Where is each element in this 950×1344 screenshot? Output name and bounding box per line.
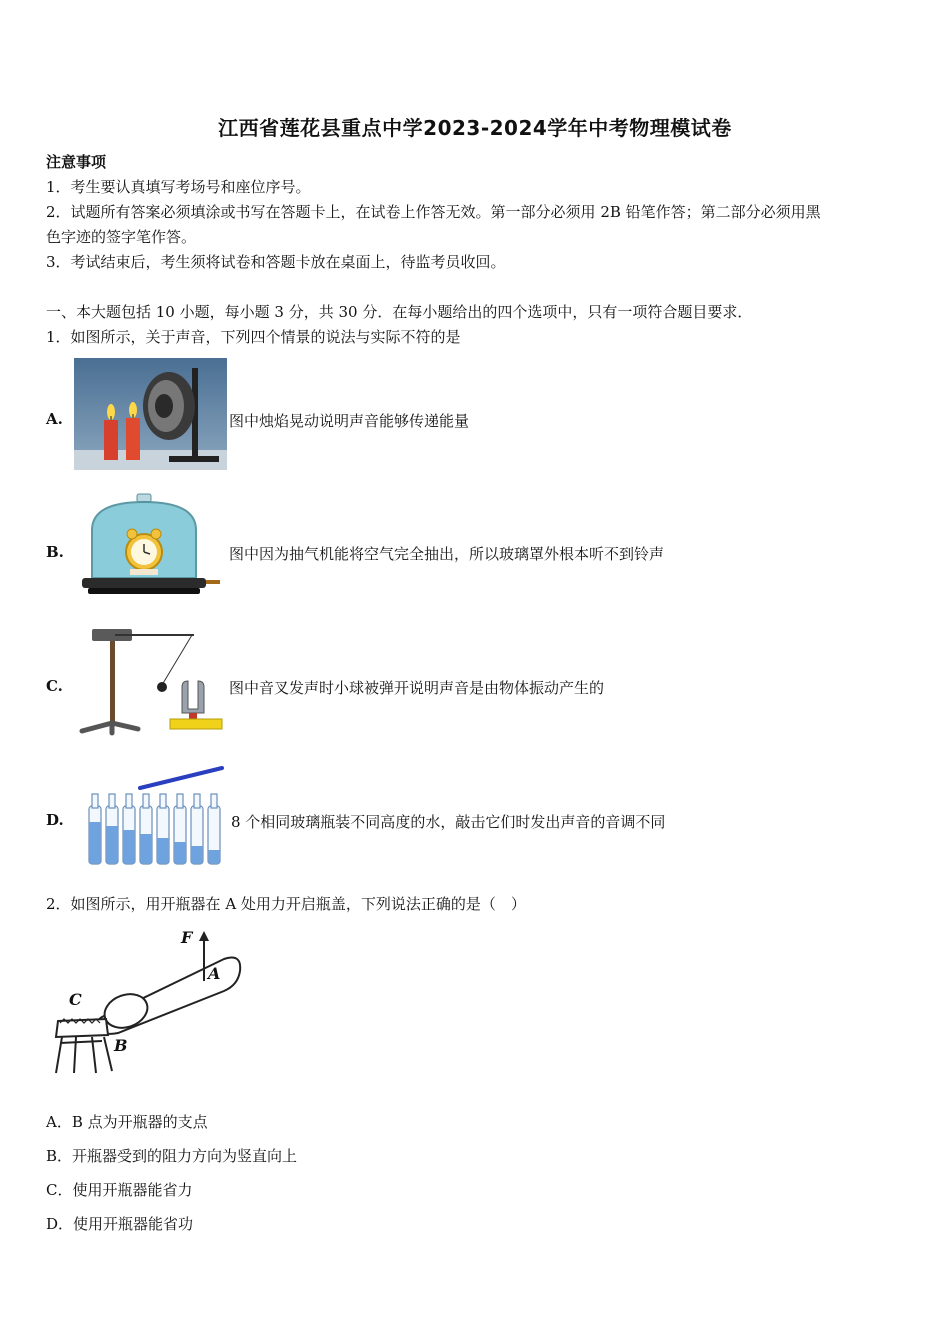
q2-option-a bbox=[46, 1112, 208, 1132]
bell-jar-alarm-clock-image bbox=[74, 490, 227, 602]
q2-option-d-text: 使用开瓶器能省功 bbox=[73, 1215, 194, 1233]
q1-stem: 1．如图所示，关于声音，下列四个情景的说法与实际不符的是 bbox=[46, 328, 461, 346]
point-c-label: C bbox=[69, 990, 82, 1009]
q2-option-d bbox=[46, 1214, 193, 1234]
q2-option-a-label: A． bbox=[46, 1113, 72, 1131]
q2-option-a-text: B 点为开瓶器的支点 bbox=[71, 1113, 208, 1131]
q2-option-c-text: 使用开瓶器能省力 bbox=[72, 1181, 193, 1199]
notice-item-2-cont: 色字迹的签字笔作答。 bbox=[46, 228, 197, 246]
tuning-fork-pendulum-image bbox=[74, 623, 227, 738]
q2-option-b-text: 开瓶器受到的阻力方向为竖直向上 bbox=[72, 1147, 298, 1165]
notice-item-1: 1．考生要认真填写考场号和座位序号。 bbox=[46, 178, 311, 196]
water-bottles-image bbox=[82, 760, 227, 870]
q2-option-d-label: D． bbox=[46, 1215, 74, 1233]
q2-option-b-label: B． bbox=[46, 1147, 73, 1165]
candles-speaker-image bbox=[74, 358, 227, 470]
q1-option-a-text: 图中烛焰晃动说明声音能够传递能量 bbox=[229, 412, 470, 430]
q1-option-d-label: D. bbox=[46, 811, 64, 829]
q2-option-c bbox=[46, 1180, 193, 1200]
q1-option-c-label: C. bbox=[46, 677, 63, 695]
point-a-label: A bbox=[208, 964, 221, 983]
q1-option-b-label: B. bbox=[46, 543, 64, 561]
q2-option-c-label: C． bbox=[46, 1181, 73, 1199]
q2-stem: 2．如图所示，用开瓶器在 A 处用力开启瓶盖，下列说法正确的是（ ） bbox=[46, 895, 526, 913]
q1-option-b-text: 图中因为抽气机能将空气完全抽出，所以玻璃罩外根本听不到铃声 bbox=[229, 545, 665, 563]
point-b-label: B bbox=[114, 1036, 128, 1055]
q1-option-c-text: 图中音叉发声时小球被弹开说明声音是由物体振动产生的 bbox=[229, 679, 605, 697]
force-label: F bbox=[181, 928, 193, 947]
section-heading: 一、本大题包括 10 小题，每小题 3 分，共 30 分．在每小题给出的四个选项中，只有一项符合题目要求． bbox=[46, 303, 753, 321]
page-title: 江西省莲花县重点中学2023-2024学年中考物理模试卷 bbox=[218, 116, 732, 140]
q1-option-a-label: A. bbox=[46, 410, 63, 428]
q1-option-d-text: 8 个相同玻璃瓶装不同高度的水，敲击它们时发出声音的音调不同 bbox=[231, 813, 666, 831]
notice-item-3: 3．考试结束后，考生须将试卷和答题卡放在桌面上，待监考员收回。 bbox=[46, 253, 506, 271]
notice-item-2: 2．试题所有答案必须填涂或书写在答题卡上，在试卷上作答无效。第一部分必须用 2B 铅笔作答；第二部分必须用黑 bbox=[46, 203, 821, 221]
notice-heading: 注意事项 bbox=[46, 153, 107, 171]
q2-option-b bbox=[46, 1146, 297, 1166]
